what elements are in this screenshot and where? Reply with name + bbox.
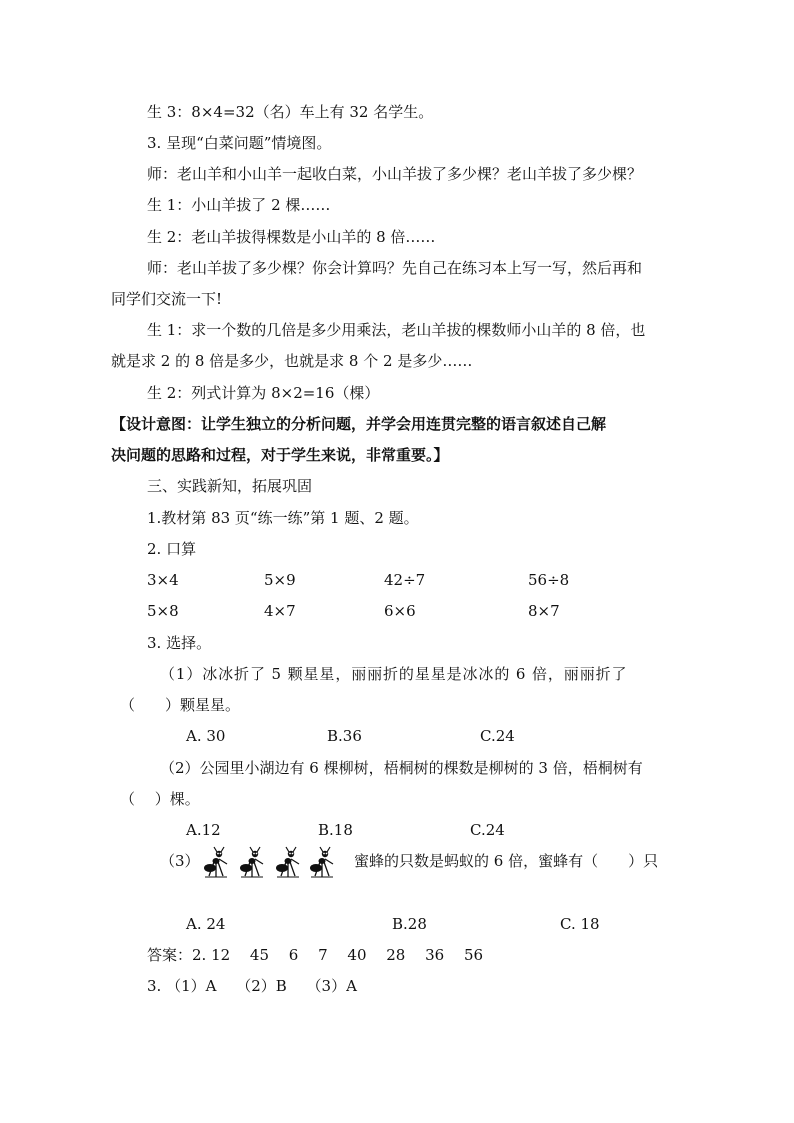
choice-question-1-cont: （ ）颗星星。 [120,696,241,714]
student2-answer-line: 生 2：老山羊拔得棵数是小山羊的 8 倍…… [147,228,436,246]
choice-option: B.36 [327,727,362,745]
choice-option: C.24 [480,727,515,745]
oral-calc-cell: 5×9 [264,571,296,589]
design-intent-line: 【设计意图：让学生独立的分析问题，并学会用连贯完整的语言叙述自己解 [111,415,607,433]
oral-calc-cell: 56÷8 [528,571,570,589]
cabbage-problem-line: 3. 呈现“白菜问题”情境图。 [147,134,332,152]
section-heading: 三、实践新知，拓展巩固 [147,477,313,495]
choice-question-2: （2）公园里小湖边有 6 棵柳树，梧桐树的棵数是柳树的 3 倍，梧桐树有 [160,759,643,777]
teacher-prompt-line: 师：老山羊拔了多少棵？你会计算吗？先自己在练习本上写一写，然后再和 [147,259,643,277]
student2-calc-line: 生 2：列式计算为 8×2=16（棵） [147,384,380,402]
choice-option: A. 30 [186,727,226,745]
choice-question-3-label: （3） [160,852,200,870]
ant-icon [310,847,333,877]
student1-explain-line-cont: 就是求 2 的 8 倍是多少，也就是求 8 个 2 是多少…… [111,352,473,370]
design-intent-line-cont: 决问题的思路和过程，对于学生来说，非常重要。】 [111,446,449,464]
choice-option: C. 18 [560,915,600,933]
ant-icon [240,847,263,877]
oral-calc-cell: 42÷7 [384,571,426,589]
teacher-prompt-line-cont: 同学们交流一下! [111,290,223,308]
answer-line-cont: 3. （1）A （2）B （3）A [147,977,357,995]
oral-calc-cell: 5×8 [147,602,179,620]
choice-option: B.28 [392,915,427,933]
teacher-question-line: 师：老山羊和小山羊一起收白菜，小山羊拔了多少棵？老山羊拔了多少棵？ [147,165,643,183]
choice-option: A.12 [186,821,221,839]
choice-question-3: 蜜蜂的只数是蚂蚁的 6 倍，蜜蜂有（ ）只 [354,852,659,870]
ants-illustration [203,846,339,880]
oral-calc-cell: 4×7 [264,602,296,620]
choice-option: B.18 [318,821,353,839]
oral-calc-cell: 6×6 [384,602,416,620]
choice-question-2-cont: （ ）棵。 [120,790,200,808]
answer-line: 答案：2. 12 45 6 7 40 28 36 56 [147,946,484,964]
exercise-item-2: 2. 口算 [147,540,197,558]
student3-line: 生 3：8×4=32（名）车上有 32 名学生。 [147,103,434,121]
choice-option: A. 24 [186,915,226,933]
ant-icon [204,847,227,877]
student1-answer-line: 生 1：小山羊拔了 2 棵…… [147,196,331,214]
ant-icon [276,847,299,877]
student1-explain-line: 生 1：求一个数的几倍是多少用乘法，老山羊拔的棵数师小山羊的 8 倍，也 [147,321,646,339]
oral-calc-cell: 8×7 [528,602,560,620]
exercise-item-3: 3. 选择。 [147,634,212,652]
choice-question-1: （1）冰冰折了 5 颗星星，丽丽折的星星是冰冰的 6 倍，丽丽折了 [160,665,628,683]
oral-calc-cell: 3×4 [147,571,179,589]
exercise-item-1: 1.教材第 83 页“练一练”第 1 题、2 题。 [147,509,419,527]
choice-option: C.24 [470,821,505,839]
